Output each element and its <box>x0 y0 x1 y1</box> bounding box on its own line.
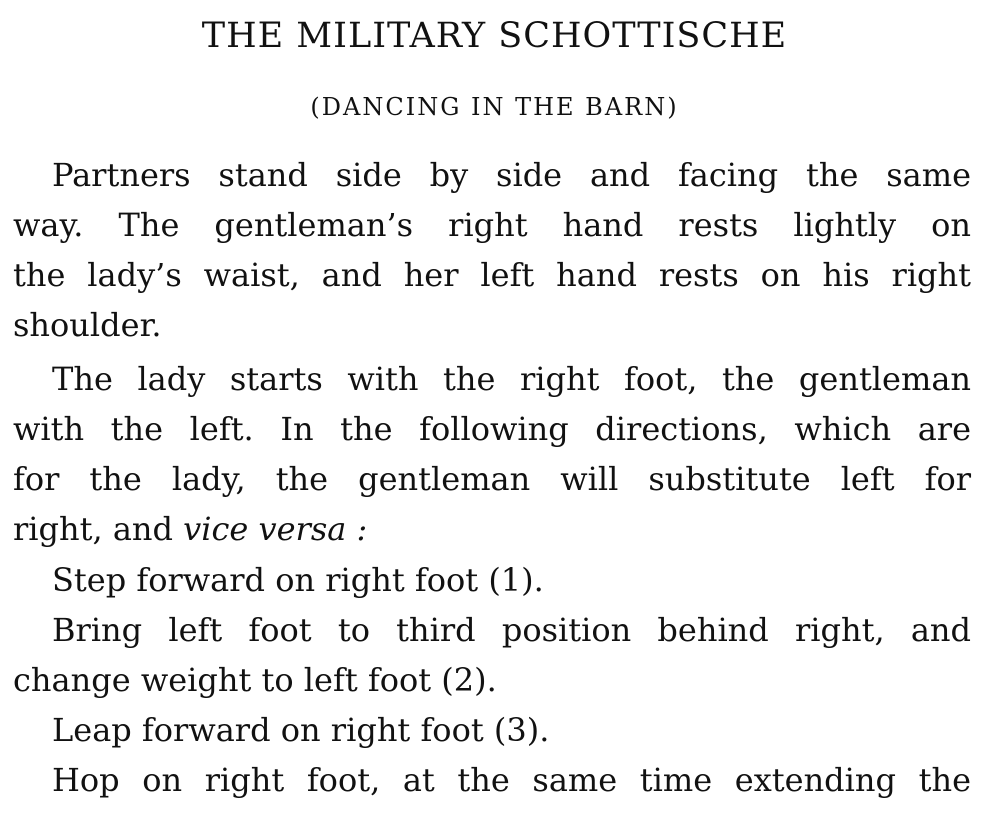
text-line-13: Hop on right foot, at the same time extending the <box>52 761 971 799</box>
italic-phrase: vice versa : <box>183 510 368 548</box>
text-line-2: way. The gentleman’s right hand rests lightly on <box>13 206 971 244</box>
text-line-10: Bring left foot to third position behind right, and <box>52 611 971 649</box>
text-line-5: The lady starts with the right foot, the gentleman <box>52 360 971 398</box>
text-line-7: for the lady, the gentleman will substitute left for <box>13 460 971 498</box>
text-line-3: the lady’s waist, and her left hand rests on his right <box>13 256 971 294</box>
page-subtitle: (DANCING IN THE BARN) <box>310 93 679 121</box>
text-line-8 <box>13 504 971 554</box>
text-line-8-roman: right, and <box>13 510 184 548</box>
text-line-11: change weight to left foot (2). <box>13 661 497 699</box>
text-line-9: Step forward on right foot (1). <box>52 561 544 599</box>
text-line-6: with the left. In the following directions, which are <box>13 410 971 448</box>
text-line-1: Partners stand side by side and facing the same <box>52 156 971 194</box>
text-line-12: Leap forward on right foot (3). <box>52 711 550 749</box>
page-title: THE MILITARY SCHOTTISCHE <box>201 16 788 56</box>
text-line-4: shoulder. <box>13 306 162 344</box>
